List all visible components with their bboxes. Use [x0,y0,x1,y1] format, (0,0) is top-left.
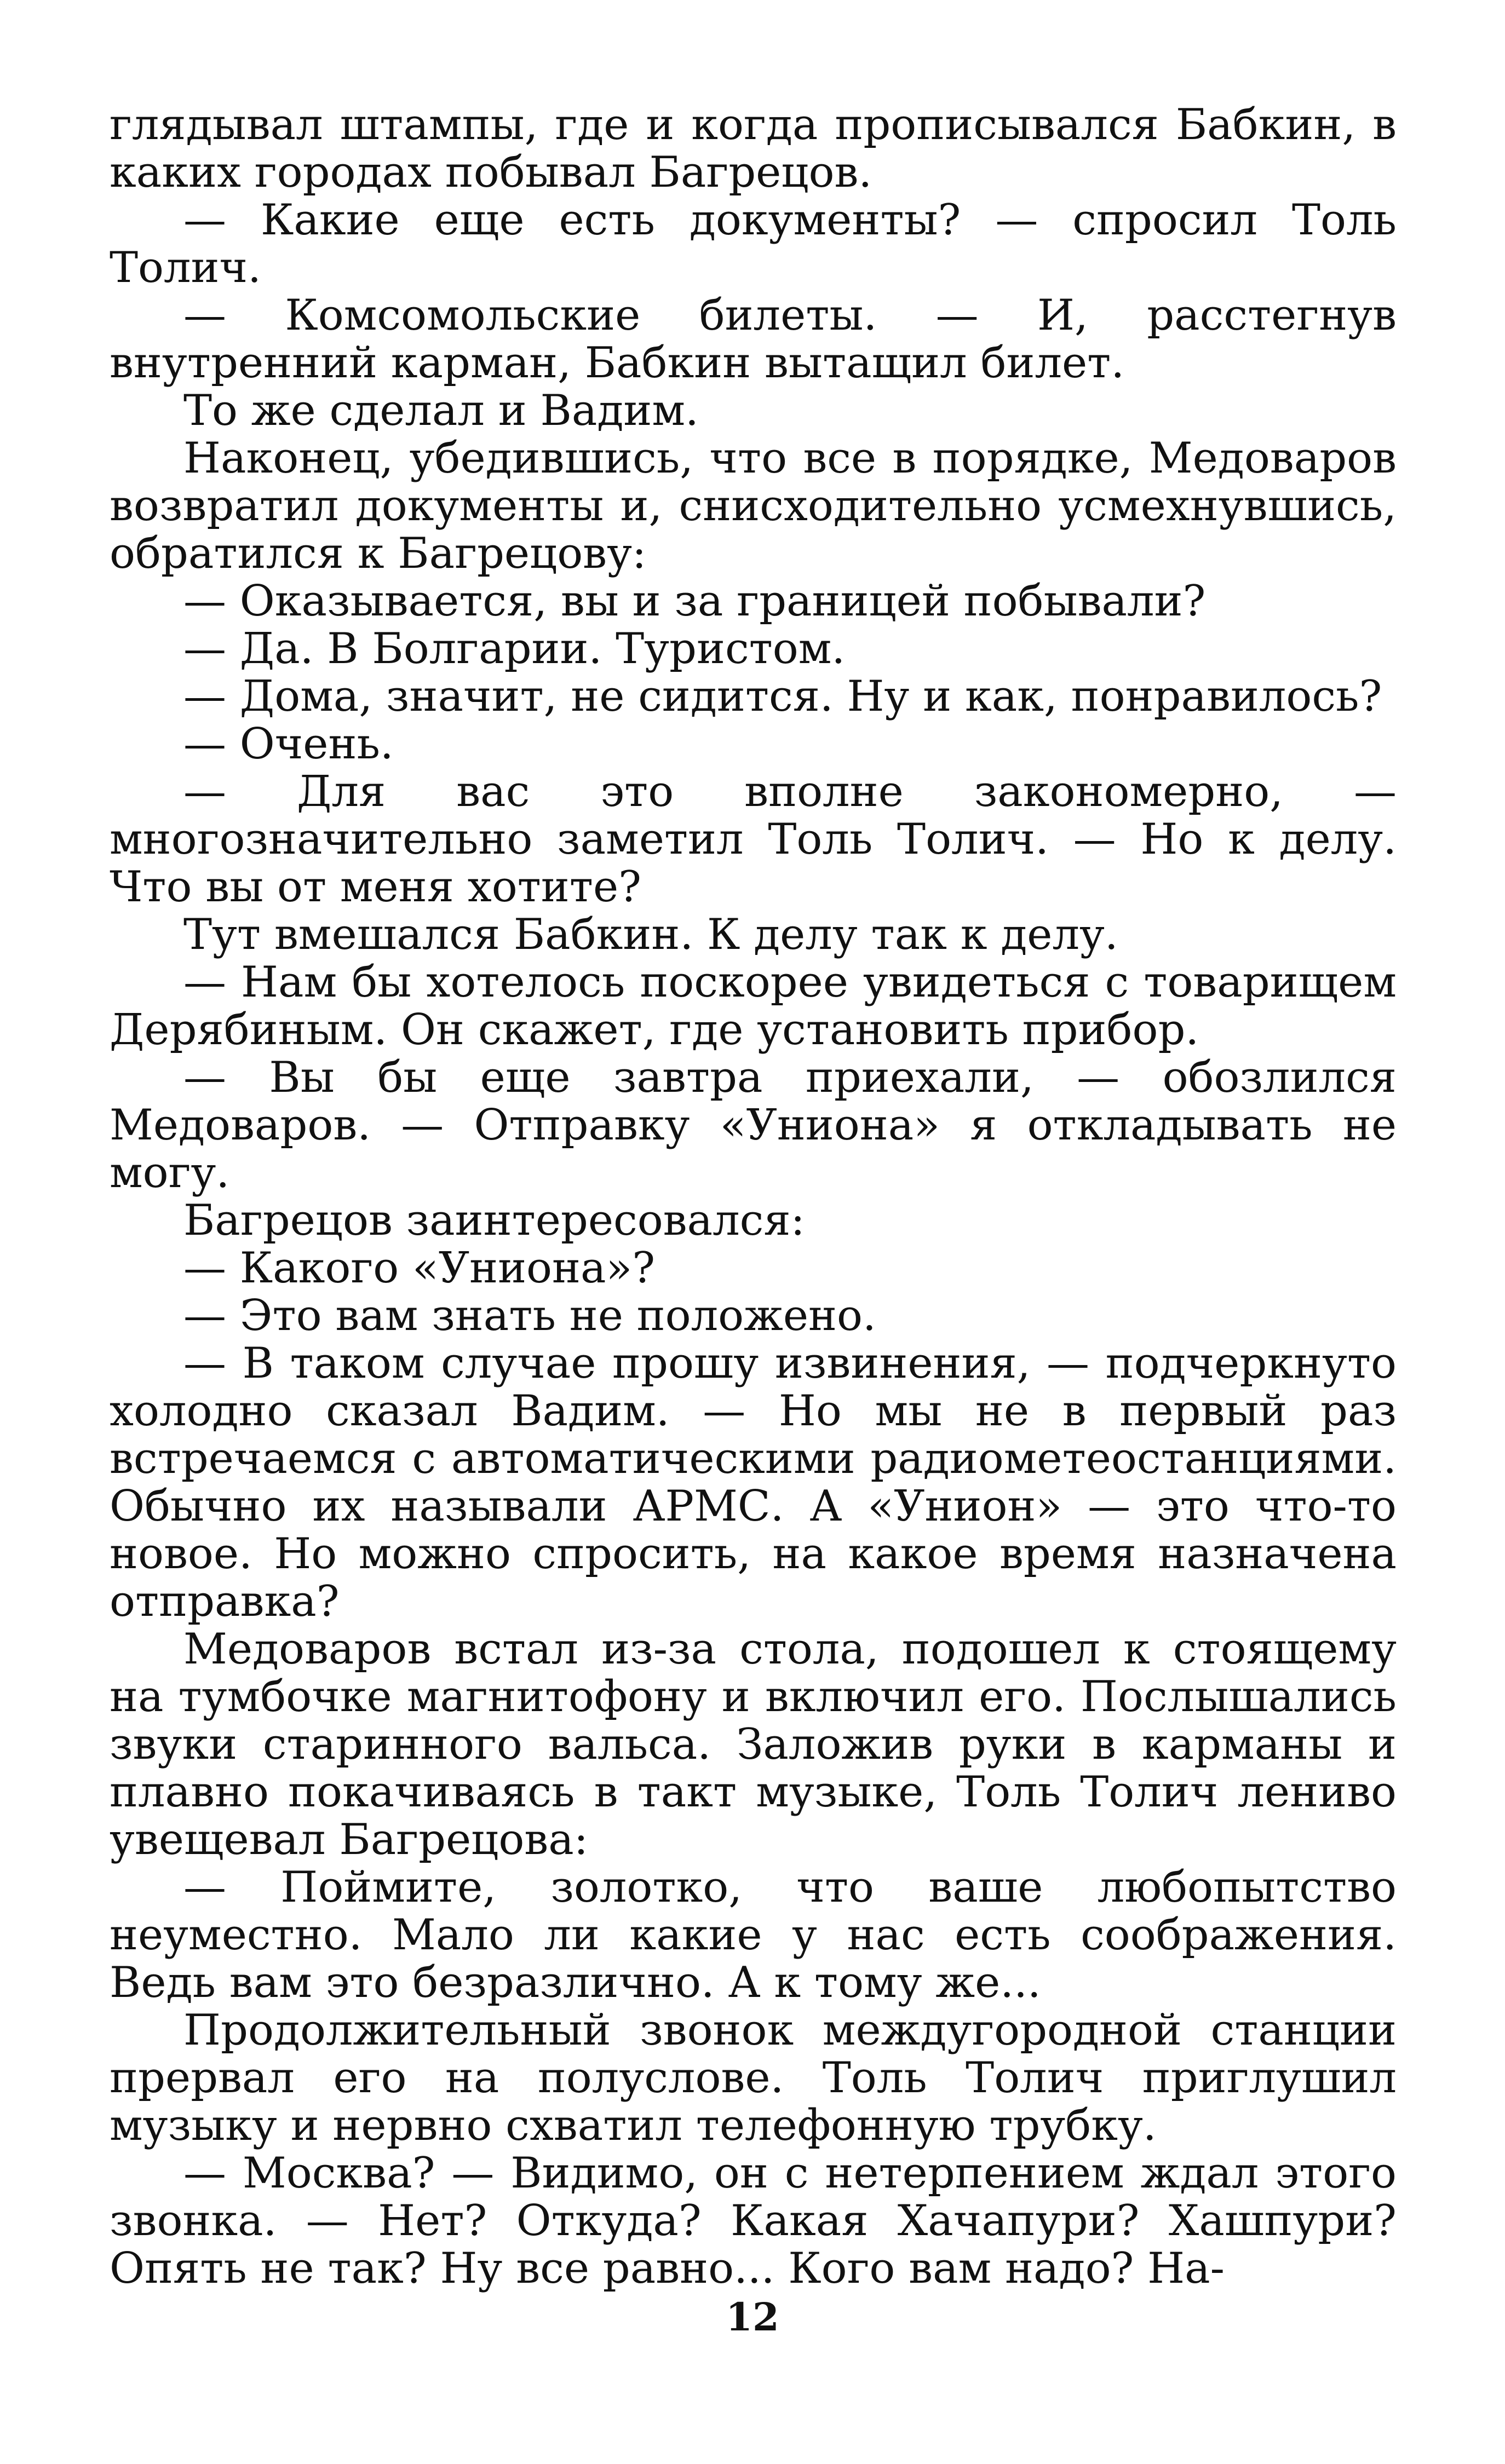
paragraph-20: Продолжительный звонок междугородной станции прервал его на полуслове. Толь Толич приглушил музыку и нервно схватил телефонную трубку. [110,2006,1397,2150]
paragraph-7: — Да. В Болгарии. Туристом. [183,624,846,673]
paragraph-18: Медоваров встал из-за стола, подошел к стоящему на тумбочке магнитофону и включил его. Послышались звуки старинного вальса. Заложив руки в карманы и плавно покачиваясь в такт музыке, Толь Толич лениво увещевал Багрецова: [110,1625,1397,1864]
paragraph-4: То же сделал и Вадим. [183,386,699,435]
paragraph-17: — В таком случае прошу извинения, — подчеркнуто холодно сказал Вадим. — Но мы не в первый раз встречаемся с автоматическими радиометеостанциями. Обычно их называли АРМС. А «Унион» — это что-то новое. Но можно спросить, на какое время назначена отправка? [110,1339,1397,1626]
paragraph-11: Тут вмешался Бабкин. К делу так к делу. [183,910,1118,959]
paragraph-16: — Это вам знать не положено. [183,1291,876,1340]
paragraph-21: — Москва? — Видимо, он с нетерпением ждал этого звонка. — Нет? Откуда? Какая Хачапури? Хашпури? Опять не так? Ну все равно... Кого вам надо? На- [110,2149,1397,2293]
paragraph-1: глядывал штампы, где и когда прописывался Бабкин, в каких городах побывал Багрецов. [110,100,1397,197]
paragraph-13: — Вы бы еще завтра приехали, — обозлился Медоваров. — Отправку «Униона» я откладывать не могу. [110,1053,1397,1198]
paragraph-14: Багрецов заинтересовался: [183,1196,805,1245]
paragraph-6: — Оказывается, вы и за границей побывали? [183,577,1206,626]
paragraph-5: Наконец, убедившись, что все в порядке, Медоваров возвратил документы и, снисходительно усмехнувшись, обратился к Багрецову: [110,434,1397,578]
page-text [110,101,1397,2293]
paragraph-19: — Поймите, золотко, что ваше любопытство неуместно. Мало ли какие у нас есть соображения. Ведь вам это безразлично. А к тому же... [110,1863,1397,2007]
paragraph-15: — Какого «Униона»? [183,1243,656,1293]
page-number: 12 [726,2294,779,2340]
paragraph-12: — Нам бы хотелось поскорее увидеться с товарищем Дерябиным. Он скажет, где установить прибор. [110,958,1397,1055]
paragraph-8: — Дома, значит, не сидится. Ну и как, понравилось? [183,672,1382,721]
paragraph-3: — Комсомольские билеты. — И, расстегнув внутренний карман, Бабкин вытащил билет. [110,291,1397,388]
paragraph-2: — Какие еще есть документы? — спросил Толь Толич. [110,195,1397,292]
paragraph-10: — Для вас это вполне закономерно, — многозначительно заметил Толь Толич. — Но к делу. Что вы от меня хотите? [110,767,1397,912]
paragraph-9: — Очень. [183,719,394,769]
